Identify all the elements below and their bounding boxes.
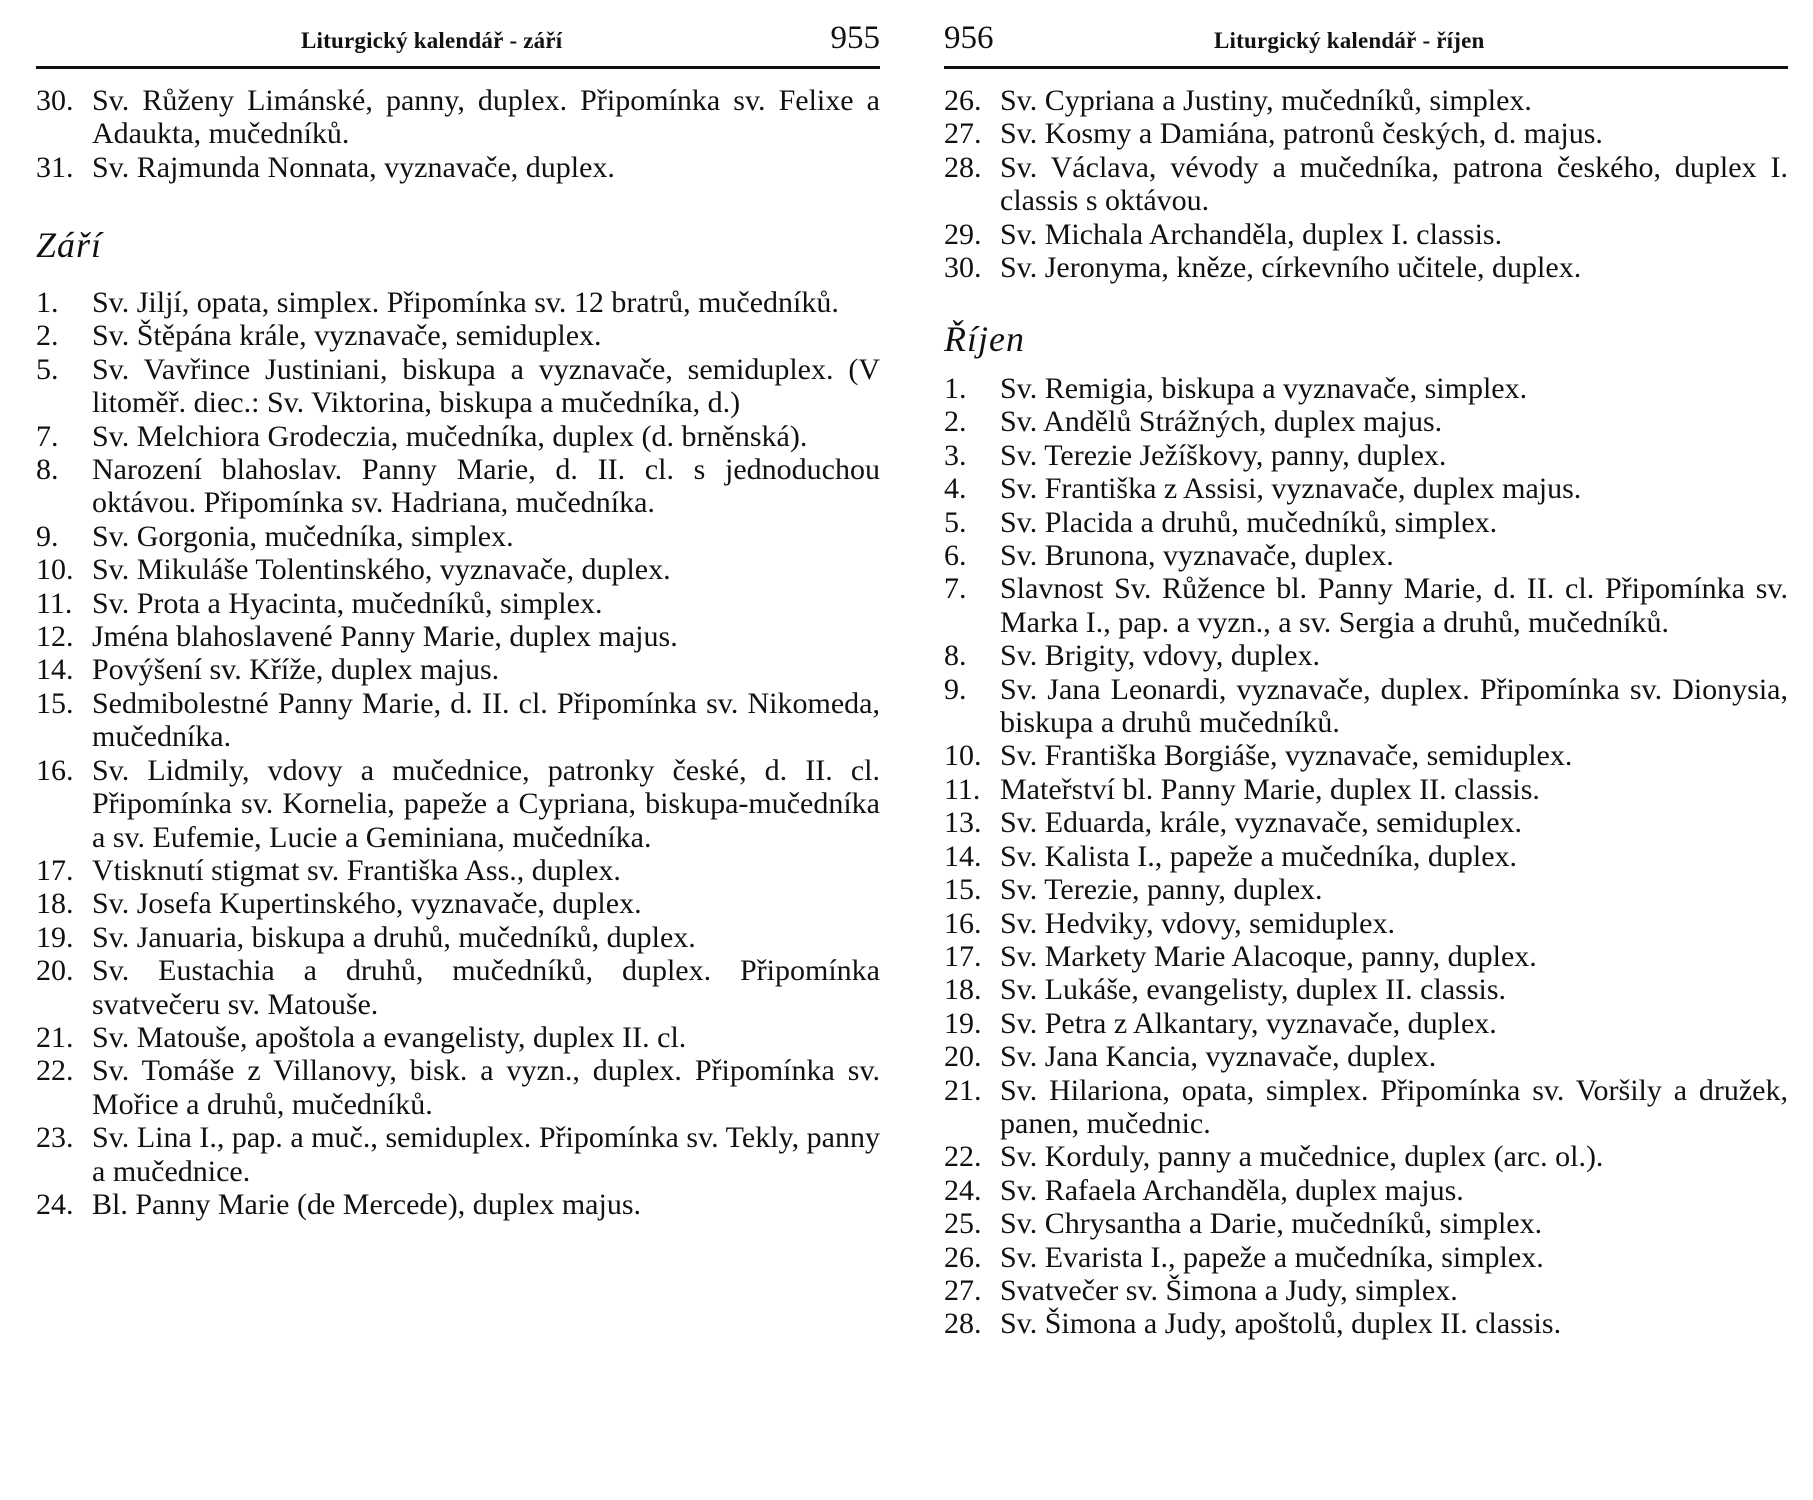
entry-text: Sv. Cypriana a Justiny, mučedníků, simplex.: [1000, 84, 1532, 117]
calendar-entry: [36, 1188, 880, 1221]
entry-day-number: 14.: [36, 653, 74, 687]
entries-list: [36, 286, 880, 1221]
entry-day-number: 26.: [944, 1240, 982, 1274]
entry-text: Sv. Hedviky, vdovy, semiduplex.: [1000, 906, 1395, 940]
entry-text: Sedmibolestné Panny Marie, d. II. cl. Připomínka sv. Nikomeda, mučedníka.: [92, 686, 880, 754]
entry-text: Sv. Januaria, biskupa a druhů, mučedníků, duplex.: [92, 920, 696, 954]
entry-day-number: 8.: [36, 453, 59, 487]
calendar-entry: [944, 439, 1788, 472]
running-head: Liturgický kalendář - říjen: [1214, 28, 1485, 53]
entry-day-number: 30.: [36, 84, 74, 117]
calendar-entry: [36, 420, 880, 453]
entry-text: Sv. Růženy Limánské, panny, duplex. Připomínka sv. Felixe a Adaukta, mučedníků.: [92, 84, 880, 151]
entry-text: Sv. Rajmunda Nonnata, vyznavače, duplex.: [92, 150, 615, 184]
calendar-entry: [944, 873, 1788, 906]
entry-text: Sv. Lukáše, evangelisty, duplex II. classis.: [1000, 973, 1507, 1007]
entry-text: Sv. Josefa Kupertinského, vyznavače, duplex.: [92, 887, 642, 921]
calendar-entry: [944, 1241, 1788, 1274]
calendar-entry: [944, 539, 1788, 572]
entry-text: Sv. Brigity, vdovy, duplex.: [1000, 639, 1320, 673]
calendar-entry: [36, 687, 880, 754]
calendar-entry: [36, 887, 880, 920]
entry-day-number: 4.: [944, 472, 967, 506]
entry-day-number: 23.: [36, 1121, 74, 1155]
entry-day-number: 17.: [944, 939, 982, 973]
calendar-entry: [36, 754, 880, 854]
entry-day-number: 16.: [944, 906, 982, 940]
calendar-entry: [36, 1054, 880, 1121]
entry-text: Sv. Rafaela Archanděla, duplex majus.: [1000, 1173, 1464, 1207]
entry-day-number: 19.: [36, 920, 74, 954]
entry-text: Sv. Jana Kancia, vyznavače, duplex.: [1000, 1040, 1437, 1074]
calendar-entry: [36, 553, 880, 586]
calendar-entry: [36, 286, 880, 319]
calendar-entry: [36, 1021, 880, 1054]
calendar-entry: [944, 572, 1788, 639]
entry-day-number: 20.: [944, 1040, 982, 1074]
entry-text: Vtisknutí stigmat sv. Františka Ass., duplex.: [92, 853, 621, 887]
entry-text: Sv. Michala Archanděla, duplex I. classis.: [1000, 217, 1503, 251]
calendar-entry: [944, 405, 1788, 438]
calendar-entry: [36, 954, 880, 1021]
calendar-entry: [944, 1274, 1788, 1307]
entry-text: Sv. Václava, vévody a mučedníka, patrona českého, duplex I. classis s oktávou.: [1000, 150, 1788, 218]
calendar-entry: [36, 921, 880, 954]
entry-day-number: 5.: [36, 352, 59, 386]
entry-day-number: 5.: [944, 505, 967, 539]
entry-text: Sv. Kosmy a Damiána, patronů českých, d. majus.: [1000, 117, 1603, 151]
calendar-entry: [944, 639, 1788, 672]
entry-day-number: 2.: [36, 319, 59, 353]
entry-day-number: 31.: [36, 150, 74, 184]
calendar-entry: [36, 453, 880, 520]
calendar-entry: [944, 1040, 1788, 1073]
entry-day-number: 15.: [36, 686, 74, 720]
entries-list: [944, 372, 1788, 1341]
entry-day-number: 26.: [944, 84, 982, 117]
calendar-entry: [944, 1074, 1788, 1141]
entry-text: Sv. Brunona, vyznavače, duplex.: [1000, 539, 1394, 573]
calendar-entry: [36, 653, 880, 686]
entry-day-number: 3.: [944, 438, 967, 472]
entry-day-number: 12.: [36, 620, 74, 654]
calendar-entry: [36, 84, 880, 151]
entry-day-number: 21.: [944, 1073, 982, 1107]
entry-day-number: 8.: [944, 639, 967, 673]
calendar-entry: [944, 773, 1788, 806]
calendar-entry: [944, 1174, 1788, 1207]
calendar-entry: [944, 218, 1788, 251]
entry-day-number: 28.: [944, 150, 982, 184]
calendar-entry: [36, 353, 880, 420]
entry-day-number: 10.: [944, 739, 982, 773]
month-title: Říjen: [944, 319, 1025, 359]
calendar-entry: [36, 587, 880, 620]
calendar-entry: [944, 806, 1788, 839]
entry-day-number: 28.: [944, 1307, 982, 1341]
entry-text: Sv. Hilariona, opata, simplex. Připomínka sv. Voršily a družek, panen, mučednic.: [1000, 1073, 1788, 1140]
entry-text: Sv. Šimona a Judy, apoštolů, duplex II. classis.: [1000, 1307, 1562, 1341]
entry-text: Sv. Remigia, biskupa a vyznavače, simplex.: [1000, 372, 1528, 405]
entry-text: Sv. Markety Marie Alacoque, panny, duplex.: [1000, 939, 1537, 973]
calendar-entry: [944, 117, 1788, 150]
entry-text: Sv. Terezie Ježíškovy, panny, duplex.: [1000, 438, 1447, 472]
entry-day-number: 9.: [944, 672, 967, 706]
calendar-entry: [36, 520, 880, 553]
entry-day-number: 7.: [36, 419, 59, 453]
entry-day-number: 22.: [36, 1054, 74, 1088]
entry-text: Sv. Štěpána krále, vyznavače, semiduplex.: [92, 319, 602, 353]
entry-text: Sv. Prota a Hyacinta, mučedníků, simplex.: [92, 586, 603, 620]
entry-day-number: 30.: [944, 251, 982, 285]
entry-day-number: 2.: [944, 405, 967, 439]
entry-text: Sv. Petra z Alkantary, vyznavače, duplex.: [1000, 1006, 1497, 1040]
entries-before-list: [944, 84, 1788, 284]
entry-text: Sv. Kalista I., papeže a mučedníka, duplex.: [1000, 839, 1518, 873]
entry-text: Povýšení sv. Kříže, duplex majus.: [92, 653, 500, 687]
calendar-entry: [944, 1140, 1788, 1173]
entry-text: Sv. Eustachia a druhů, mučedníků, duplex. Připomínka svatvečeru sv. Matouše.: [92, 954, 880, 1021]
entry-text: Sv. Františka z Assisi, vyznavače, duplex majus.: [1000, 472, 1582, 506]
entry-day-number: 1.: [36, 286, 59, 319]
entry-day-number: 1.: [944, 372, 967, 405]
entry-text: Jména blahoslavené Panny Marie, duplex majus.: [92, 620, 678, 654]
entry-text: Mateřství bl. Panny Marie, duplex II. classis.: [1000, 772, 1540, 806]
entry-text: Sv. Evarista I., papeže a mučedníka, simplex.: [1000, 1240, 1544, 1274]
calendar-entry: [944, 973, 1788, 1006]
calendar-entry: [944, 840, 1788, 873]
entry-text: Sv. Mikuláše Tolentinského, vyznavače, duplex.: [92, 553, 671, 587]
page-number: 955: [830, 20, 880, 56]
entry-day-number: 24.: [944, 1173, 982, 1207]
left-page-header: [36, 22, 880, 69]
entry-text: Sv. Korduly, panny a mučednice, duplex (arc. ol.).: [1000, 1140, 1604, 1174]
entry-text: Sv. Lina I., pap. a muč., semiduplex. Připomínka sv. Tekly, panny a mučednice.: [92, 1121, 880, 1188]
entry-text: Sv. Placida a druhů, mučedníků, simplex.: [1000, 505, 1498, 539]
entry-day-number: 27.: [944, 117, 982, 151]
entry-day-number: 14.: [944, 839, 982, 873]
calendar-entry: [36, 854, 880, 887]
entry-text: Sv. Eduarda, krále, vyznavače, semiduplex.: [1000, 806, 1523, 840]
entry-text: Sv. Vavřince Justiniani, biskupa a vyznavače, semiduplex. (V litoměř. diec.: Sv. Viktorina, biskupa a mučedníka, d.): [92, 352, 880, 420]
entry-day-number: 18.: [944, 973, 982, 1007]
entry-day-number: 15.: [944, 873, 982, 907]
entry-text: Sv. Františka Borgiáše, vyznavače, semiduplex.: [1000, 739, 1573, 773]
entry-text: Sv. Tomáše z Villanovy, bisk. a vyzn., duplex. Připomínka sv. Mořice a druhů, mučedníků.: [92, 1054, 880, 1121]
calendar-entry: [944, 151, 1788, 218]
entry-day-number: 29.: [944, 217, 982, 251]
calendar-entry: [944, 907, 1788, 940]
entry-day-number: 20.: [36, 954, 74, 988]
entry-text: Sv. Melchiora Grodeczia, mučedníka, duplex (d. brněnská).: [92, 419, 808, 453]
calendar-entry: [36, 151, 880, 184]
calendar-entry: [36, 319, 880, 352]
entry-day-number: 25.: [944, 1207, 982, 1241]
entry-text: Sv. Lidmily, vdovy a mučednice, patronky české, d. II. cl. Připomínka sv. Kornelia, papeže a Cypriana, biskupa-mučedníka a sv. Eufemie, Lucie a Geminiana, mučedníka.: [92, 753, 880, 854]
running-head: Liturgický kalendář - září: [301, 28, 563, 53]
entry-text: Sv. Terezie, panny, duplex.: [1000, 873, 1323, 907]
month-title: Září: [36, 225, 103, 265]
entry-text: Narození blahoslav. Panny Marie, d. II. cl. s jednoduchou oktávou. Připomínka sv. Hadriana, mučedníka.: [92, 453, 880, 520]
calendar-entry: [36, 1121, 880, 1188]
calendar-entry: [944, 940, 1788, 973]
entry-day-number: 21.: [36, 1020, 74, 1054]
entry-text: Slavnost Sv. Růžence bl. Panny Marie, d. II. cl. Připomínka sv. Marka I., pap. a vyzn., a sv. Sergia a druhů, mučedníků.: [1000, 572, 1788, 639]
entry-day-number: 16.: [36, 753, 74, 787]
entry-day-number: 17.: [36, 853, 74, 887]
calendar-entry: [944, 506, 1788, 539]
entry-text: Sv. Chrysantha a Darie, mučedníků, simplex.: [1000, 1207, 1543, 1241]
page-number: 956: [944, 20, 994, 56]
calendar-entry: [944, 1207, 1788, 1240]
entry-text: Bl. Panny Marie (de Mercede), duplex majus.: [92, 1187, 642, 1221]
entry-day-number: 7.: [944, 572, 967, 606]
entry-day-number: 27.: [944, 1273, 982, 1307]
entry-text: Svatvečer sv. Šimona a Judy, simplex.: [1000, 1273, 1458, 1307]
entry-text: Sv. Jeronyma, kněze, církevního učitele, duplex.: [1000, 251, 1582, 285]
entry-text: Sv. Jana Leonardi, vyznavače, duplex. Připomínka sv. Dionysia, biskupa a druhů mučedníků.: [1000, 672, 1788, 740]
entry-day-number: 11.: [944, 772, 981, 806]
entry-text: Sv. Andělů Strážných, duplex majus.: [1000, 405, 1443, 439]
entry-text: Sv. Matouše, apoštola a evangelisty, duplex II. cl.: [92, 1020, 687, 1054]
entry-day-number: 22.: [944, 1140, 982, 1174]
right-page-header: [944, 22, 1788, 69]
entry-day-number: 6.: [944, 539, 967, 573]
entry-day-number: 19.: [944, 1006, 982, 1040]
entry-text: Sv. Jiljí, opata, simplex. Připomínka sv. 12 bratrů, mučedníků.: [92, 286, 839, 319]
calendar-entry: [944, 673, 1788, 740]
calendar-entry: [944, 251, 1788, 284]
entry-day-number: 18.: [36, 887, 74, 921]
calendar-entry: [944, 472, 1788, 505]
entry-day-number: 13.: [944, 806, 982, 840]
entries-before-list: [36, 84, 880, 184]
calendar-entry: [944, 739, 1788, 772]
entry-text: Sv. Gorgonia, mučedníka, simplex.: [92, 519, 514, 553]
calendar-entry: [944, 1007, 1788, 1040]
calendar-entry: [944, 372, 1788, 405]
calendar-entry: [36, 620, 880, 653]
calendar-entry: [944, 84, 1788, 117]
entry-day-number: 10.: [36, 553, 74, 587]
entry-day-number: 9.: [36, 519, 59, 553]
entry-day-number: 11.: [36, 586, 73, 620]
entry-day-number: 24.: [36, 1187, 74, 1221]
calendar-entry: [944, 1307, 1788, 1340]
